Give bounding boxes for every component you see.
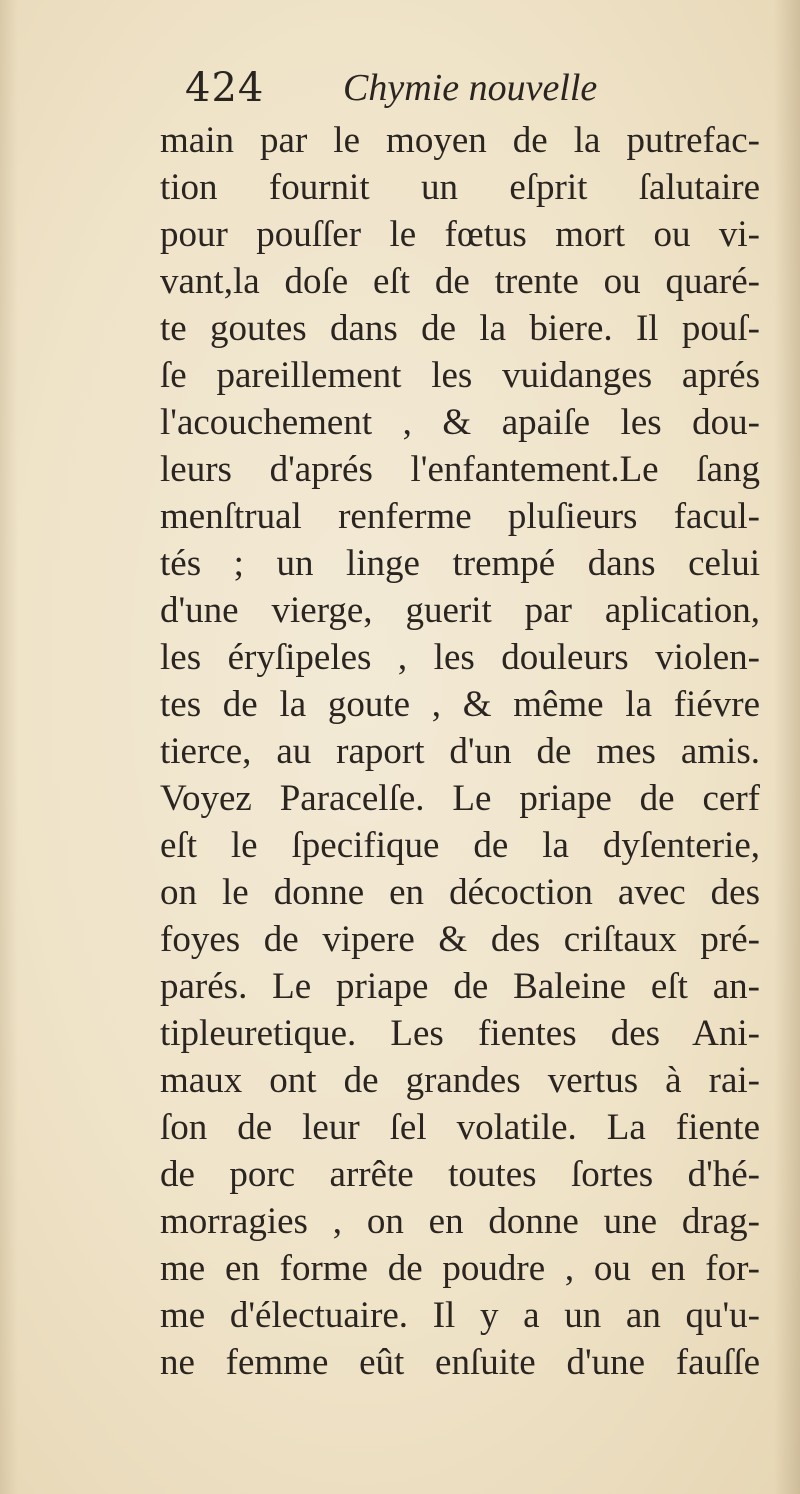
text-line: tion fournit un eſprit ſalutaire xyxy=(160,167,760,208)
text-line: me en forme de poudre , ou en for- xyxy=(160,1248,760,1289)
text-line: eſt le ſpecifique de la dyſenterie, xyxy=(160,825,760,866)
text-line: foyes de vipere & des criſtaux pré- xyxy=(160,919,760,960)
text-line: Voyez Paracelſe. Le priape de cerf xyxy=(160,778,760,819)
text-line: tes de la goute , & même la fiévre xyxy=(160,684,760,725)
text-line: parés. Le priape de Baleine eſt an- xyxy=(160,966,760,1007)
text-line: vant,la doſe eſt de trente ou quaré- xyxy=(160,261,760,302)
text-line: morragies , on en donne une drag- xyxy=(160,1201,760,1242)
text-line: on le donne en décoction avec des xyxy=(160,872,760,913)
text-line: les éryſipeles , les douleurs violen- xyxy=(160,637,760,678)
text-line: tipleuretique. Les fientes des Ani- xyxy=(160,1013,760,1054)
text-line: ſe pareillement les vuidanges aprés xyxy=(160,355,760,396)
text-line: maux ont de grandes vertus à rai- xyxy=(160,1060,760,1101)
text-line: pour pouſſer le fœtus mort ou vi- xyxy=(160,214,760,255)
page-header xyxy=(185,62,705,114)
page-number: 424 xyxy=(185,65,265,111)
text-line: tés ; un linge trempé dans celui xyxy=(160,543,760,584)
text-line: tierce, au raport d'un de mes amis. xyxy=(160,731,760,772)
text-line: leurs d'aprés l'enfantement.Le ſang xyxy=(160,449,760,490)
text-line: ne femme eût enſuite d'une fauſſe xyxy=(160,1342,760,1383)
body-text xyxy=(160,116,770,1391)
running-title: Chymie nouvelle xyxy=(343,67,598,109)
text-line: te goutes dans de la biere. Il pouſ- xyxy=(160,308,760,349)
text-line: l'acouchement , & apaiſe les dou- xyxy=(160,402,760,443)
text-line: d'une vierge, guerit par aplication, xyxy=(160,590,760,631)
text-line: me d'électuaire. Il y a un an qu'u- xyxy=(160,1295,760,1336)
text-line: de porc arrête toutes ſortes d'hé- xyxy=(160,1154,760,1195)
page-right-shadow xyxy=(774,0,800,1494)
text-line: menſtrual renferme pluſieurs facul- xyxy=(160,496,760,537)
text-line: ſon de leur ſel volatile. La fiente xyxy=(160,1107,760,1148)
page-left-shadow xyxy=(0,0,18,1494)
text-line: main par le moyen de la putrefac- xyxy=(160,120,760,161)
